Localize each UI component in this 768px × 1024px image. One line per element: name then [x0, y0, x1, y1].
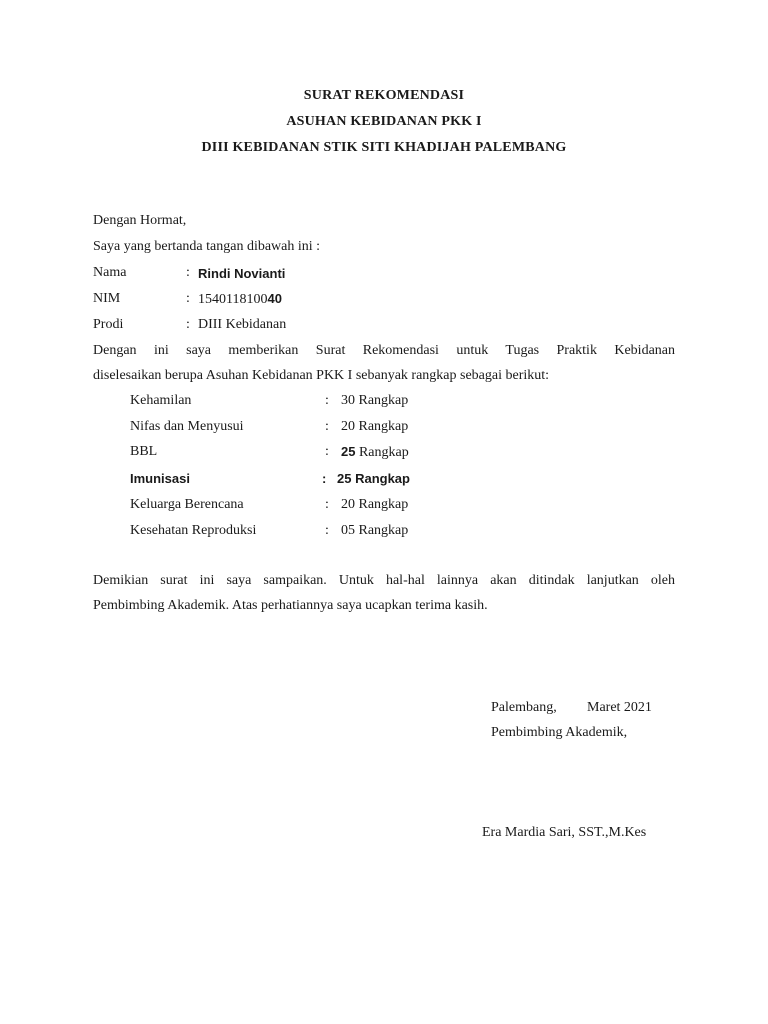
signature-name: Era Mardia Sari, SST.,M.Kes: [482, 825, 647, 840]
item-value: 25 Rangkap: [337, 471, 410, 486]
item-label: BBL: [130, 444, 158, 459]
signature-date: Maret 2021: [587, 700, 652, 715]
item-value: 20 Rangkap: [341, 419, 409, 434]
prodi-value: DIII Kebidanan: [198, 317, 287, 332]
item-colon: :: [322, 471, 327, 486]
paragraph-2-text-1: Demikian surat ini saya sampaikan. Untuk hal-hal lainnya akan ditindak lanjutkan oleh: [93, 573, 675, 588]
item-value: [341, 444, 409, 461]
item-colon: :: [325, 444, 329, 459]
item-value: 20 Rangkap: [341, 497, 409, 512]
paragraph-1-text-1: Dengan ini saya memberikan Surat Rekomendasi untuk Tugas Praktik Kebidanan: [93, 343, 675, 358]
item-value-unit: Rangkap: [358, 445, 409, 460]
prodi-label: Prodi: [93, 317, 124, 332]
nim-value-main: 1540118100: [198, 292, 268, 307]
item-value: 05 Rangkap: [341, 523, 409, 538]
signature-place: Palembang,: [491, 700, 557, 715]
letter-title: SURAT REKOMENDASI: [303, 88, 465, 103]
item-label: Kehamilan: [130, 393, 192, 408]
item-label: Nifas dan Menyusui: [130, 419, 244, 434]
item-colon: :: [325, 523, 329, 538]
name-separator: :: [186, 265, 190, 280]
item-label: Kesehatan Reproduksi: [130, 523, 257, 538]
item-value-number: 25: [341, 444, 356, 459]
item-value: 30 Rangkap: [341, 393, 409, 408]
item-label: Imunisasi: [130, 471, 190, 486]
nim-separator: :: [186, 291, 190, 306]
name-value: Rindi Novianti: [198, 266, 286, 281]
prodi-separator: :: [186, 317, 190, 332]
signature-role: Pembimbing Akademik,: [491, 725, 628, 740]
greeting: Dengan Hormat,: [93, 213, 187, 228]
item-colon: :: [325, 497, 329, 512]
item-label: Keluarga Berencana: [130, 497, 244, 512]
letter-subtitle: ASUHAN KEBIDANAN PKK I: [286, 114, 482, 129]
paragraph-1-line-1: [93, 343, 675, 359]
nim-value: [198, 291, 282, 308]
item-colon: :: [325, 419, 329, 434]
intro-line: Saya yang bertanda tangan dibawah ini :: [93, 239, 321, 254]
name-label: Nama: [93, 265, 127, 280]
item-colon: :: [325, 393, 329, 408]
paragraph-2-line-1: [93, 573, 675, 589]
nim-value-suffix: 40: [267, 291, 282, 306]
paragraph-2-line-2: Pembimbing Akademik. Atas perhatiannya saya ucapkan terima kasih.: [93, 598, 488, 613]
paragraph-1-line-2: diselesaikan berupa Asuhan Kebidanan PKK I sebanyak rangkap sebagai berikut:: [93, 368, 550, 383]
letter-institution: DIII KEBIDANAN STIK SITI KHADIJAH PALEMBANG: [201, 140, 567, 155]
nim-label: NIM: [93, 291, 121, 306]
